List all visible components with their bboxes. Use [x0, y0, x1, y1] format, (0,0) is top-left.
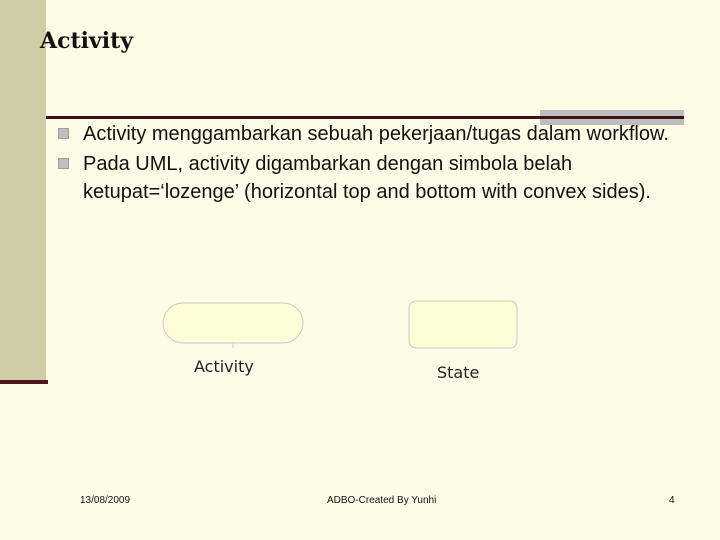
- state-shape: [409, 301, 517, 348]
- state-label: State: [437, 363, 480, 382]
- bullet-text: Activity menggambarkan sebuah pekerjaan/tugas dalam workflow.: [83, 123, 669, 145]
- bullet-text: Pada UML, activity digambarkan dengan simbola belah ketupat=‘lozenge’ (horizontal top and bottom with convex sides).: [83, 153, 651, 203]
- slide-title: Activity: [40, 28, 134, 54]
- activity-label: Activity: [194, 357, 254, 376]
- footer-author: ADBO-Created By Yunhi: [327, 495, 437, 506]
- footer-page-number: 4: [669, 495, 675, 506]
- footer-date: 13/08/2009: [80, 495, 131, 506]
- activity-shape: [163, 303, 303, 343]
